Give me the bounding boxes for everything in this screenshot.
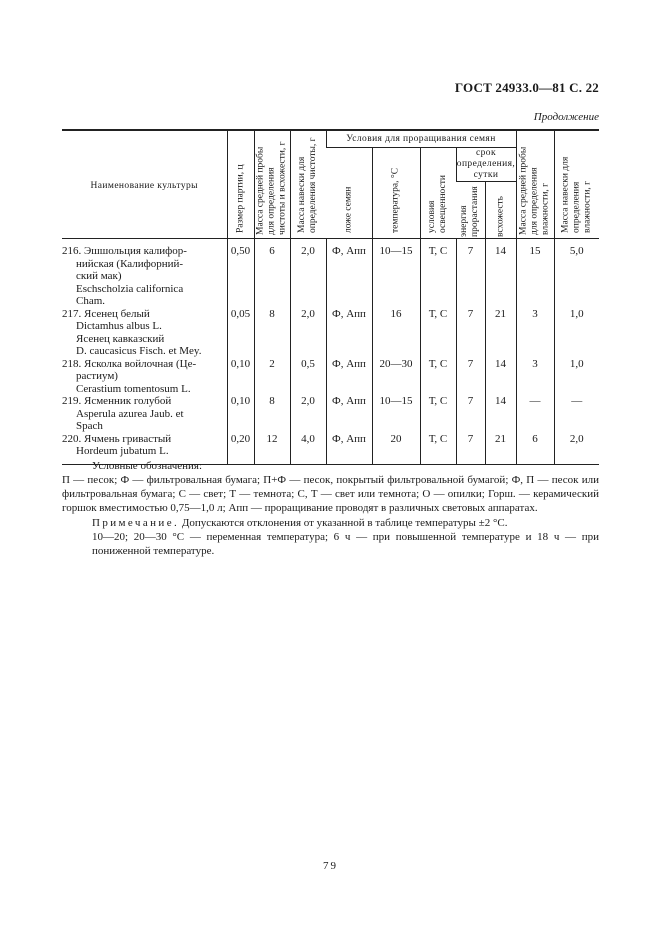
header-lot-size: Размер партии, ц: [227, 130, 254, 239]
germination: 14: [485, 395, 516, 433]
header-temperature: температура, °С: [372, 148, 420, 239]
lot-size: 0,05: [227, 308, 254, 358]
germination: 14: [485, 239, 516, 308]
seed-conditions-table: [62, 129, 599, 465]
table-row: [62, 395, 599, 433]
header-mass-moisture: Масса навески для определения влажности, г: [554, 130, 599, 239]
culture-name: 216. Эшшольция калифор- нийская (Калифорний- ский мак) Eschscholzia californica Cham.: [62, 245, 187, 307]
mass-avg: 12: [254, 433, 290, 465]
legend-body: П — песок; Ф — фильтровальная бумага; П+Ф — песок, покрытый фильтровальной бумагой; Ф, П — песок или фильтровальная бумага; С — свет; Т — темнота; С, Т — свет или темнота; О — опилки; Горш. — керамический горшок вместимостью 0,75—1,0 л; Апп — проращивание проводят в различных световых аппаратах.: [62, 474, 599, 514]
temperature: 16: [372, 308, 420, 358]
light: Т, С: [420, 358, 456, 396]
seed-bed: Ф, Апп: [326, 395, 372, 433]
table-row: [62, 308, 599, 358]
moisture-avg: 3: [516, 358, 554, 396]
page-number: 79: [323, 860, 338, 872]
moisture: 1,0: [554, 358, 599, 396]
header-mass-moisture-avg: Масса средней пробы для определения влажности, г: [516, 130, 554, 239]
lot-size: 0,50: [227, 239, 254, 308]
mass-purity: 4,0: [290, 433, 326, 465]
energy: 7: [456, 358, 485, 396]
note-text-1: Допускаются отклонения от указанной в таблице температуры ±2 °С.: [179, 517, 508, 529]
mass-purity: 2,0: [290, 395, 326, 433]
energy: 7: [456, 308, 485, 358]
temperature: 20: [372, 433, 420, 465]
mass-purity: 2,0: [290, 239, 326, 308]
mass-avg: 8: [254, 395, 290, 433]
light: Т, С: [420, 239, 456, 308]
note-label: Примечание.: [92, 517, 180, 529]
culture-name: 218. Ясколка войлочная (Це- растиум) Cerastium tomentosum L.: [62, 357, 197, 395]
seed-bed: Ф, Апп: [326, 358, 372, 396]
culture-name: 220. Ячмень гривастый Hordeum jubatum L.: [62, 433, 227, 465]
note: [62, 516, 599, 558]
light: Т, С: [420, 395, 456, 433]
header-germination-conditions: Условия для проращивания семян: [326, 130, 516, 148]
legend: [62, 459, 599, 515]
culture-name: 219. Ясменник голубой Asperula azurea Jaub. et Spach: [62, 395, 184, 432]
note-text-2: 10—20; 20—30 °С — переменная температура; 6 ч — при повышенной температуре и 18 ч — при пониженной температуре.: [92, 531, 599, 557]
mass-purity: 2,0: [290, 308, 326, 358]
energy: 7: [456, 239, 485, 308]
lot-size: 0,10: [227, 395, 254, 433]
moisture-avg: 3: [516, 308, 554, 358]
seed-bed: Ф, Апп: [326, 308, 372, 358]
temperature: 10—15: [372, 239, 420, 308]
seed-bed: Ф, Апп: [326, 433, 372, 465]
lot-size: 0,10: [227, 358, 254, 396]
light: Т, С: [420, 308, 456, 358]
moisture: 1,0: [554, 308, 599, 358]
header-term: срок определения, сутки: [456, 148, 516, 180]
moisture: 2,0: [554, 433, 599, 465]
mass-avg: 8: [254, 308, 290, 358]
header-mass-purity: Масса навески для определения чистоты, г: [290, 130, 326, 239]
header-light-conditions: условия освещенности: [420, 148, 456, 239]
document-code: ГОСТ 24933.0—81 С. 22: [454, 80, 599, 95]
moisture-avg: —: [516, 395, 554, 433]
header-energy: энергия прорастания: [456, 182, 485, 239]
lot-size: 0,20: [227, 433, 254, 465]
table-row: [62, 358, 599, 396]
table-row: [62, 239, 599, 308]
germination: 21: [485, 308, 516, 358]
moisture: —: [554, 395, 599, 433]
germination: 14: [485, 358, 516, 396]
energy: 7: [456, 433, 485, 465]
energy: 7: [456, 395, 485, 433]
seed-bed: Ф, Апп: [326, 239, 372, 308]
mass-avg: 2: [254, 358, 290, 396]
header-culture-name: Наименование культуры: [62, 130, 227, 239]
header-seed-bed: ложе семян: [326, 148, 372, 239]
mass-avg: 6: [254, 239, 290, 308]
header-mass-avg-sample: Масса средней пробы для определения чистоты и всхожести, г: [254, 130, 290, 239]
temperature: 20—30: [372, 358, 420, 396]
moisture-avg: 15: [516, 239, 554, 308]
continued-label: Продолжение: [533, 111, 599, 123]
temperature: 10—15: [372, 395, 420, 433]
mass-purity: 0,5: [290, 358, 326, 396]
culture-name: 217. Ясенец белый Dictamhus albus L. Ясенец кавказский D. caucasicus Fisch. et Mey.: [62, 307, 202, 357]
header-germination: всхожесть: [485, 182, 516, 239]
legend-title: Условные обозначения:: [92, 460, 203, 472]
moisture: 5,0: [554, 239, 599, 308]
moisture-avg: 6: [516, 433, 554, 465]
germination: 21: [485, 433, 516, 465]
light: Т, С: [420, 433, 456, 465]
